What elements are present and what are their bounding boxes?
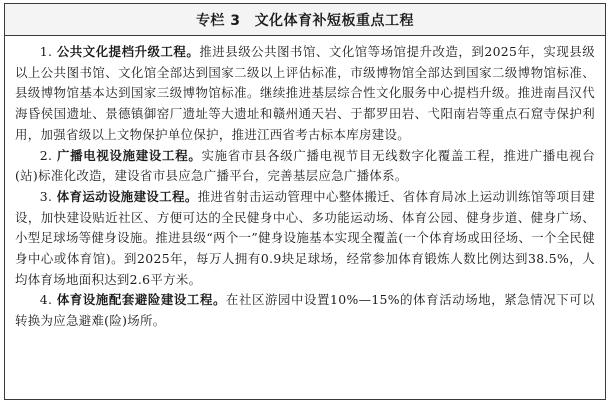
item-number: 3. bbox=[39, 188, 53, 204]
item-body: 推进县级公共图书馆、文化馆等场馆提升改造，到2025年，实现县级以上公共图书馆、文化馆全部达到国家二级以上评估标准，市级博物馆全部达到国家二级博物馆标准、县级博物馆基本达到国家三级博物馆标准。继续推进基层综合性文化服务中心提档升级。推进南昌汉代海昏侯国遗址、景德镇御窑厂遗址等大遗址和赣州通天岩、于都罗田岩、弋阳南岩等重点石窟寺保护利用，加强省级以上文物保护单位保护，推进江西省考古标本库房建设。 bbox=[15, 44, 595, 142]
item-heading: 广播电视设施建设工程。 bbox=[57, 147, 202, 163]
item-body: 推进省射击运动管理中心整体搬迁、省体育局冰上运动训练馆等项目建设，加快建设贴近社区、方便可达的全民健身中心、多功能运动场、体育公园、健身步道、健身广场、小型足球场等健身设施。推进县级“两个一”健身设施基本实现全覆盖(一个体育场或田径场、一个全民健身中心或体育馆)。到2025年，每万人拥有0.9块足球场，经常参加体育锻炼人数比例达到38.5%，人均体育场地面积达到2.6平方米。 bbox=[15, 188, 595, 287]
panel-title-bar bbox=[5, 4, 605, 36]
item-broadcast-tv bbox=[15, 146, 595, 187]
panel-title: 文化体育补短板重点工程 bbox=[254, 12, 415, 29]
special-column-panel bbox=[4, 3, 606, 400]
panel-content bbox=[5, 36, 605, 332]
item-body: 在社区游园中设置10%—15%的体育活动场地，紧急情况下可以转换为应急避难(险)场所。 bbox=[15, 292, 595, 329]
item-number: 2. bbox=[39, 147, 53, 163]
item-sports-shelter bbox=[15, 290, 595, 331]
item-heading: 体育运动设施建设工程。 bbox=[56, 188, 198, 204]
item-number: 4. bbox=[39, 292, 53, 308]
item-public-culture bbox=[15, 42, 595, 146]
item-body: 实施省市县各级广播电视节目无线数字化覆盖工程，推进广播电视台(站)标准化改造，建设省市县应急广播平台，完善基层应急广播体系。 bbox=[15, 147, 596, 184]
item-heading: 体育设施配套避险建设工程。 bbox=[56, 292, 226, 308]
item-heading: 公共文化提档升级工程。 bbox=[56, 44, 200, 59]
item-number: 1. bbox=[39, 44, 53, 59]
panel-label: 专栏 3 bbox=[195, 12, 241, 29]
item-sports-facilities bbox=[15, 187, 595, 291]
